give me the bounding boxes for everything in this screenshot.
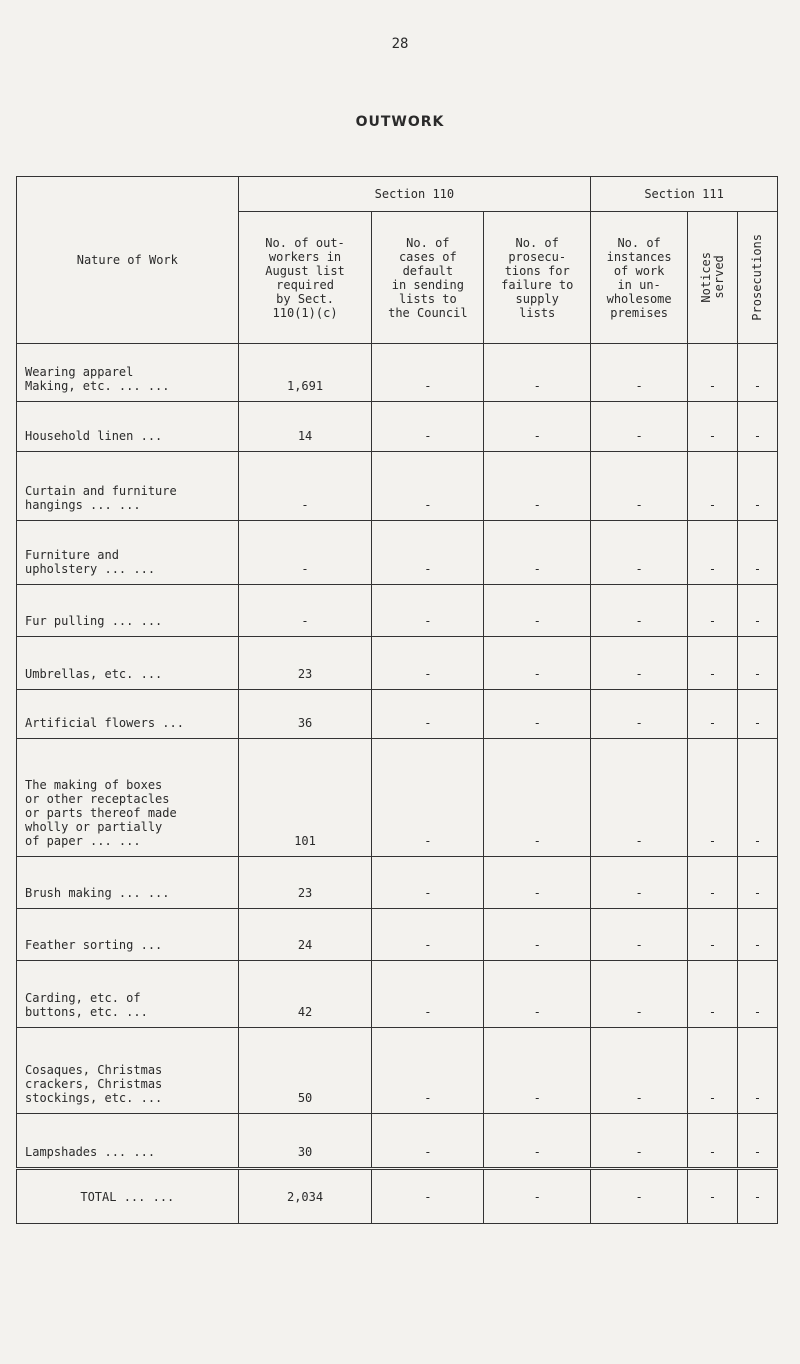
outwork-table: [16, 176, 778, 1224]
header-section-111: Section 111: [591, 177, 778, 212]
table-row: [17, 452, 778, 521]
cell-default: -: [372, 857, 484, 909]
cell-instances: -: [591, 452, 688, 521]
cell-notices: -: [688, 344, 738, 402]
cell-prosecutions-lists: -: [484, 961, 591, 1028]
total-default: -: [372, 1169, 484, 1224]
cell-outworkers: 101: [238, 739, 372, 857]
cell-default: -: [372, 452, 484, 521]
cell-instances: -: [591, 585, 688, 637]
table-row: [17, 637, 778, 690]
page-number: 28: [391, 36, 409, 52]
header-prosecutions-label: Prosecutions: [750, 234, 764, 321]
cell-default: -: [372, 402, 484, 452]
table-row: [17, 402, 778, 452]
table-row: [17, 585, 778, 637]
cell-notices: -: [688, 452, 738, 521]
row-nature: The making of boxes or other receptacles or parts thereof made wholly or partially of paper ... ...: [17, 739, 239, 857]
cell-prosecutions: -: [738, 909, 778, 961]
cell-prosecutions: -: [738, 1114, 778, 1169]
header-section-110: Section 110: [238, 177, 591, 212]
cell-prosecutions-lists: -: [484, 1028, 591, 1114]
table-row: [17, 1028, 778, 1114]
row-nature: Furniture and upholstery ... ...: [17, 521, 239, 585]
table-row: [17, 909, 778, 961]
cell-default: -: [372, 344, 484, 402]
total-prosecutions: -: [738, 1169, 778, 1224]
cell-notices: -: [688, 909, 738, 961]
table-row: [17, 739, 778, 857]
cell-prosecutions: -: [738, 1028, 778, 1114]
cell-default: -: [372, 961, 484, 1028]
table-row: [17, 344, 778, 402]
cell-default: -: [372, 909, 484, 961]
table-row: [17, 521, 778, 585]
cell-prosecutions-lists: -: [484, 909, 591, 961]
cell-default: -: [372, 690, 484, 739]
cell-prosecutions: -: [738, 402, 778, 452]
cell-prosecutions: -: [738, 961, 778, 1028]
cell-outworkers: 30: [238, 1114, 372, 1169]
header-instances-unwholesome: No. of instances of work in un- wholesome premises: [591, 212, 688, 344]
table-row: [17, 961, 778, 1028]
row-nature: Wearing apparel Making, etc. ... ...: [17, 344, 239, 402]
cell-outworkers: -: [238, 452, 372, 521]
cell-instances: -: [591, 690, 688, 739]
total-instances: -: [591, 1169, 688, 1224]
cell-default: -: [372, 1028, 484, 1114]
cell-prosecutions: -: [738, 690, 778, 739]
table-body: [17, 344, 778, 1224]
header-nature-of-work: Nature of Work: [17, 177, 239, 344]
cell-instances: -: [591, 909, 688, 961]
row-nature: Household linen ...: [17, 402, 239, 452]
cell-prosecutions-lists: -: [484, 1114, 591, 1169]
cell-notices: -: [688, 739, 738, 857]
cell-prosecutions-lists: -: [484, 521, 591, 585]
row-nature: Lampshades ... ...: [17, 1114, 239, 1169]
header-prosecutions: [738, 212, 778, 344]
total-row: [17, 1169, 778, 1224]
row-nature: Brush making ... ...: [17, 857, 239, 909]
cell-instances: -: [591, 402, 688, 452]
cell-outworkers: 23: [238, 857, 372, 909]
cell-instances: -: [591, 739, 688, 857]
cell-notices: -: [688, 857, 738, 909]
cell-default: -: [372, 521, 484, 585]
cell-prosecutions: -: [738, 739, 778, 857]
cell-notices: -: [688, 690, 738, 739]
page-title: OUTWORK: [355, 114, 445, 130]
cell-prosecutions-lists: -: [484, 585, 591, 637]
cell-instances: -: [591, 521, 688, 585]
cell-prosecutions-lists: -: [484, 690, 591, 739]
cell-instances: -: [591, 1028, 688, 1114]
cell-instances: -: [591, 1114, 688, 1169]
row-nature: Carding, etc. of buttons, etc. ...: [17, 961, 239, 1028]
row-nature: Feather sorting ...: [17, 909, 239, 961]
cell-outworkers: -: [238, 585, 372, 637]
row-nature: Fur pulling ... ...: [17, 585, 239, 637]
table-row: [17, 857, 778, 909]
cell-notices: -: [688, 402, 738, 452]
cell-prosecutions: -: [738, 521, 778, 585]
header-notices-served-label: Notices served: [698, 252, 726, 303]
total-notices: -: [688, 1169, 738, 1224]
header-notices-served: [688, 212, 738, 344]
cell-prosecutions: -: [738, 585, 778, 637]
cell-instances: -: [591, 961, 688, 1028]
cell-prosecutions-lists: -: [484, 739, 591, 857]
cell-prosecutions-lists: -: [484, 452, 591, 521]
cell-prosecutions: -: [738, 857, 778, 909]
cell-outworkers: 23: [238, 637, 372, 690]
row-nature: Artificial flowers ...: [17, 690, 239, 739]
cell-prosecutions: -: [738, 344, 778, 402]
header-cases-of-default: No. of cases of default in sending lists to the Council: [372, 212, 484, 344]
cell-notices: -: [688, 1114, 738, 1169]
cell-notices: -: [688, 521, 738, 585]
header-outworkers: No. of out- workers in August list required by Sect. 110(1)(c): [238, 212, 372, 344]
total-label: TOTAL ... ...: [17, 1169, 239, 1224]
cell-notices: -: [688, 961, 738, 1028]
cell-prosecutions-lists: -: [484, 637, 591, 690]
cell-outworkers: 42: [238, 961, 372, 1028]
cell-prosecutions-lists: -: [484, 344, 591, 402]
total-outworkers: 2,034: [238, 1169, 372, 1224]
cell-default: -: [372, 585, 484, 637]
cell-prosecutions-lists: -: [484, 857, 591, 909]
cell-default: -: [372, 739, 484, 857]
cell-prosecutions: -: [738, 637, 778, 690]
cell-prosecutions: -: [738, 452, 778, 521]
cell-outworkers: 24: [238, 909, 372, 961]
cell-outworkers: -: [238, 521, 372, 585]
table-row: [17, 1114, 778, 1169]
cell-outworkers: 50: [238, 1028, 372, 1114]
row-nature: Umbrellas, etc. ...: [17, 637, 239, 690]
row-nature: Cosaques, Christmas crackers, Christmas stockings, etc. ...: [17, 1028, 239, 1114]
cell-notices: -: [688, 585, 738, 637]
cell-prosecutions-lists: -: [484, 402, 591, 452]
cell-instances: -: [591, 637, 688, 690]
cell-outworkers: 1,691: [238, 344, 372, 402]
header-prosecutions-lists: No. of prosecu- tions for failure to supply lists: [484, 212, 591, 344]
cell-notices: -: [688, 637, 738, 690]
cell-default: -: [372, 637, 484, 690]
cell-default: -: [372, 1114, 484, 1169]
cell-outworkers: 14: [238, 402, 372, 452]
cell-instances: -: [591, 857, 688, 909]
table-header: [17, 177, 778, 344]
cell-outworkers: 36: [238, 690, 372, 739]
cell-notices: -: [688, 1028, 738, 1114]
total-prosecutions-lists: -: [484, 1169, 591, 1224]
row-nature: Curtain and furniture hangings ... ...: [17, 452, 239, 521]
table-row: [17, 690, 778, 739]
cell-instances: -: [591, 344, 688, 402]
